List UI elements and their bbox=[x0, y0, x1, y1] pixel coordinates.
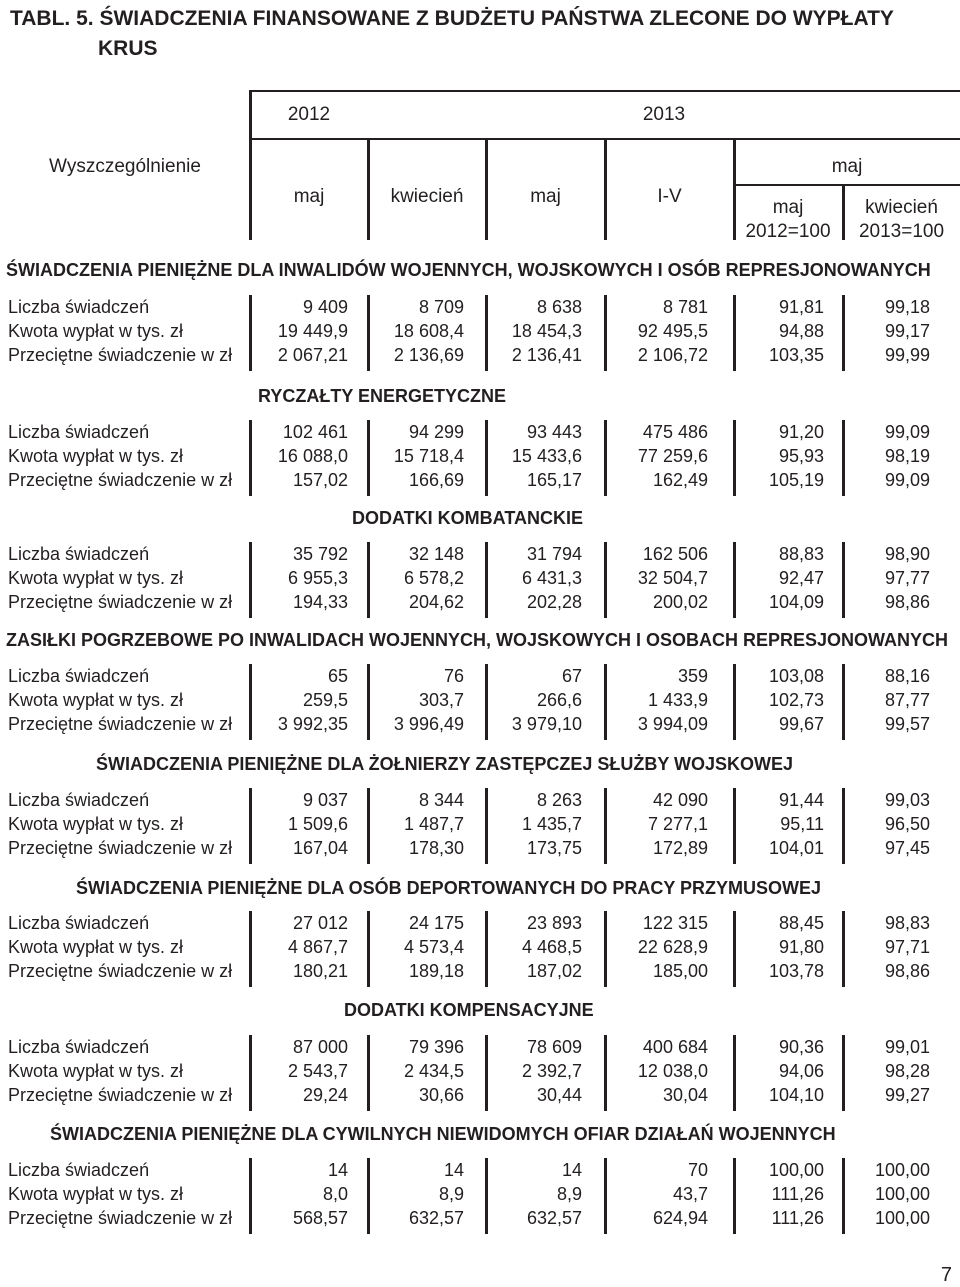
table-row bbox=[0, 788, 960, 812]
header-index-maj-line2: 2012=100 bbox=[745, 221, 831, 242]
table-row bbox=[0, 1158, 960, 1182]
cell-i-v-2013: 12 038,0 bbox=[637, 1061, 708, 1081]
cell-maj-2012: 8,0 bbox=[322, 1184, 348, 1204]
cell-index-kwiecien: 99,17 bbox=[884, 321, 930, 341]
cell-index-kwiecien: 97,45 bbox=[884, 838, 930, 858]
cell-maj-2012: 568,57 bbox=[292, 1208, 348, 1228]
cell-index-maj: 104,09 bbox=[768, 592, 824, 612]
cell-index-maj: 102,73 bbox=[768, 690, 824, 710]
cell-maj-2012: 1 509,6 bbox=[287, 814, 348, 834]
cell-index-kwiecien: 87,77 bbox=[884, 690, 930, 710]
cell-index-maj: 91,81 bbox=[778, 297, 824, 317]
header-index-kwiecien-line1: kwiecień bbox=[865, 197, 938, 218]
row-label: Liczba świadczeń bbox=[8, 544, 150, 564]
cell-i-v-2013: 200,02 bbox=[652, 592, 708, 612]
cell-index-kwiecien: 99,09 bbox=[884, 470, 930, 490]
section-title: ŚWIADCZENIA PIENIĘŻNE DLA ŻOŁNIERZY ZASTĘPCZEJ SŁUŻBY WOJSKOWEJ bbox=[96, 754, 794, 774]
cell-kwiecien-2013: 632,57 bbox=[408, 1208, 464, 1228]
cell-maj-2013: 165,17 bbox=[526, 470, 582, 490]
cell-index-maj: 104,01 bbox=[768, 838, 824, 858]
table-row bbox=[0, 935, 960, 959]
cell-kwiecien-2013: 204,62 bbox=[408, 592, 464, 612]
cell-maj-2012: 157,02 bbox=[292, 470, 348, 490]
header-row-label: Wyszczególnienie bbox=[49, 156, 201, 177]
header-year-2012: 2012 bbox=[287, 104, 331, 125]
cell-index-maj: 88,83 bbox=[778, 544, 824, 564]
cell-kwiecien-2013: 189,18 bbox=[408, 961, 464, 981]
cell-index-maj: 95,93 bbox=[778, 446, 824, 466]
cell-i-v-2013: 1 433,9 bbox=[647, 690, 708, 710]
cell-index-kwiecien: 100,00 bbox=[874, 1160, 930, 1180]
table-row bbox=[0, 1059, 960, 1083]
cell-index-maj: 94,06 bbox=[778, 1061, 824, 1081]
table-row bbox=[0, 1206, 960, 1230]
cell-index-maj: 105,19 bbox=[768, 470, 824, 490]
cell-index-kwiecien: 98,28 bbox=[884, 1061, 930, 1081]
cell-i-v-2013: 2 106,72 bbox=[637, 345, 708, 365]
cell-index-kwiecien: 98,19 bbox=[884, 446, 930, 466]
cell-maj-2013: 187,02 bbox=[526, 961, 582, 981]
cell-index-maj: 90,36 bbox=[778, 1037, 824, 1057]
cell-kwiecien-2013: 15 718,4 bbox=[393, 446, 464, 466]
cell-i-v-2013: 185,00 bbox=[652, 961, 708, 981]
cell-index-maj: 94,88 bbox=[778, 321, 824, 341]
table-row bbox=[0, 590, 960, 614]
cell-kwiecien-2013: 76 bbox=[443, 666, 464, 686]
cell-index-kwiecien: 99,09 bbox=[884, 422, 930, 442]
cell-maj-2012: 3 992,35 bbox=[277, 714, 348, 734]
cell-index-kwiecien: 100,00 bbox=[874, 1184, 930, 1204]
cell-maj-2013: 31 794 bbox=[526, 544, 582, 564]
header-col-maj-2012: maj bbox=[293, 186, 325, 207]
row-label: Przeciętne świadczenie w zł bbox=[8, 838, 233, 858]
cell-maj-2012: 9 037 bbox=[302, 790, 348, 810]
cell-index-kwiecien: 99,99 bbox=[884, 345, 930, 365]
table-row bbox=[0, 812, 960, 836]
cell-maj-2013: 173,75 bbox=[526, 838, 582, 858]
header-year-2013: 2013 bbox=[642, 104, 686, 125]
row-label: Kwota wypłat w tys. zł bbox=[8, 568, 184, 588]
cell-maj-2013: 14 bbox=[561, 1160, 582, 1180]
row-label: Liczba świadczeń bbox=[8, 913, 150, 933]
row-label: Przeciętne świadczenie w zł bbox=[8, 1085, 233, 1105]
cell-kwiecien-2013: 1 487,7 bbox=[403, 814, 464, 834]
cell-index-kwiecien: 97,77 bbox=[884, 568, 930, 588]
header-index-kwiecien-line2: 2013=100 bbox=[858, 221, 945, 242]
cell-maj-2012: 9 409 bbox=[302, 297, 348, 317]
cell-maj-2012: 87 000 bbox=[292, 1037, 348, 1057]
row-label: Liczba świadczeń bbox=[8, 790, 150, 810]
cell-maj-2012: 19 449,9 bbox=[277, 321, 348, 341]
row-label: Kwota wypłat w tys. zł bbox=[8, 937, 184, 957]
cell-i-v-2013: 22 628,9 bbox=[637, 937, 708, 957]
cell-i-v-2013: 3 994,09 bbox=[637, 714, 708, 734]
cell-i-v-2013: 359 bbox=[677, 666, 708, 686]
cell-index-maj: 111,26 bbox=[771, 1208, 824, 1228]
cell-kwiecien-2013: 30,66 bbox=[418, 1085, 464, 1105]
row-label: Przeciętne świadczenie w zł bbox=[8, 714, 233, 734]
table-row bbox=[0, 295, 960, 319]
cell-i-v-2013: 92 495,5 bbox=[637, 321, 708, 341]
cell-index-maj: 111,26 bbox=[771, 1184, 824, 1204]
cell-i-v-2013: 42 090 bbox=[652, 790, 708, 810]
cell-maj-2013: 78 609 bbox=[526, 1037, 582, 1057]
header-index-maj-line1: maj bbox=[772, 197, 804, 218]
cell-i-v-2013: 122 315 bbox=[642, 913, 708, 933]
cell-maj-2012: 35 792 bbox=[292, 544, 348, 564]
cell-i-v-2013: 624,94 bbox=[652, 1208, 708, 1228]
cell-index-maj: 103,35 bbox=[768, 345, 824, 365]
cell-maj-2013: 93 443 bbox=[526, 422, 582, 442]
cell-index-kwiecien: 100,00 bbox=[874, 1208, 930, 1228]
table-row bbox=[0, 959, 960, 983]
cell-kwiecien-2013: 14 bbox=[443, 1160, 464, 1180]
cell-maj-2013: 8,9 bbox=[556, 1184, 582, 1204]
cell-kwiecien-2013: 178,30 bbox=[408, 838, 464, 858]
cell-index-kwiecien: 98,90 bbox=[884, 544, 930, 564]
section-title: ŚWIADCZENIA PIENIĘŻNE DLA CYWILNYCH NIEWIDOMYCH OFIAR DZIAŁAŃ WOJENNYCH bbox=[50, 1124, 836, 1144]
cell-maj-2013: 2 136,41 bbox=[511, 345, 582, 365]
table-row bbox=[0, 664, 960, 688]
cell-index-kwiecien: 99,01 bbox=[884, 1037, 930, 1057]
cell-i-v-2013: 400 684 bbox=[642, 1037, 708, 1057]
cell-maj-2012: 65 bbox=[327, 666, 348, 686]
table-row bbox=[0, 1083, 960, 1107]
cell-index-kwiecien: 98,86 bbox=[884, 592, 930, 612]
cell-maj-2012: 194,33 bbox=[292, 592, 348, 612]
cell-index-kwiecien: 96,50 bbox=[884, 814, 930, 834]
cell-index-maj: 104,10 bbox=[768, 1085, 824, 1105]
table-row bbox=[0, 444, 960, 468]
section-title: RYCZAŁTY ENERGETYCZNE bbox=[258, 386, 507, 406]
cell-index-kwiecien: 99,27 bbox=[884, 1085, 930, 1105]
cell-i-v-2013: 8 781 bbox=[662, 297, 708, 317]
cell-kwiecien-2013: 303,7 bbox=[418, 690, 464, 710]
cell-kwiecien-2013: 8,9 bbox=[438, 1184, 464, 1204]
cell-maj-2013: 3 979,10 bbox=[511, 714, 582, 734]
cell-kwiecien-2013: 2 434,5 bbox=[403, 1061, 464, 1081]
cell-index-kwiecien: 99,03 bbox=[884, 790, 930, 810]
cell-kwiecien-2013: 166,69 bbox=[408, 470, 464, 490]
row-label: Kwota wypłat w tys. zł bbox=[8, 1061, 184, 1081]
table-row bbox=[0, 1182, 960, 1206]
header-top-rule bbox=[250, 90, 960, 92]
cell-kwiecien-2013: 6 578,2 bbox=[403, 568, 464, 588]
cell-maj-2012: 2 543,7 bbox=[287, 1061, 348, 1081]
cell-maj-2013: 2 392,7 bbox=[521, 1061, 582, 1081]
row-label: Przeciętne świadczenie w zł bbox=[8, 592, 233, 612]
header-maj-group: maj bbox=[831, 156, 863, 177]
cell-index-maj: 103,08 bbox=[768, 666, 824, 686]
cell-i-v-2013: 43,7 bbox=[672, 1184, 708, 1204]
row-label: Przeciętne świadczenie w zł bbox=[8, 470, 233, 490]
cell-maj-2013: 30,44 bbox=[536, 1085, 582, 1105]
cell-i-v-2013: 77 259,6 bbox=[637, 446, 708, 466]
page-title bbox=[10, 4, 950, 64]
section-title: DODATKI KOMPENSACYJNE bbox=[344, 1000, 594, 1020]
row-label: Liczba świadczeń bbox=[8, 666, 150, 686]
table-row bbox=[0, 542, 960, 566]
row-label: Kwota wypłat w tys. zł bbox=[8, 814, 184, 834]
cell-maj-2012: 16 088,0 bbox=[277, 446, 348, 466]
row-label: Przeciętne świadczenie w zł bbox=[8, 961, 233, 981]
cell-maj-2013: 1 435,7 bbox=[521, 814, 582, 834]
section-title: ZASIŁKI POGRZEBOWE PO INWALIDACH WOJENNYCH, WOJSKOWYCH I OSOBACH REPRESJONOWANYCH bbox=[6, 630, 949, 650]
cell-maj-2012: 6 955,3 bbox=[287, 568, 348, 588]
cell-index-maj: 103,78 bbox=[768, 961, 824, 981]
header-col-maj-2013: maj bbox=[530, 186, 561, 207]
cell-maj-2013: 15 433,6 bbox=[511, 446, 582, 466]
table-row bbox=[0, 688, 960, 712]
cell-index-kwiecien: 98,83 bbox=[884, 913, 930, 933]
row-label: Kwota wypłat w tys. zł bbox=[8, 690, 184, 710]
table-row bbox=[0, 836, 960, 860]
cell-maj-2013: 266,6 bbox=[536, 690, 582, 710]
cell-i-v-2013: 7 277,1 bbox=[647, 814, 708, 834]
header-maj-rule bbox=[734, 184, 960, 186]
cell-index-maj: 100,00 bbox=[768, 1160, 824, 1180]
cell-i-v-2013: 475 486 bbox=[642, 422, 708, 442]
table-row bbox=[0, 1035, 960, 1059]
section-title: ŚWIADCZENIA PIENIĘŻNE DLA OSÓB DEPORTOWANYCH DO PRACY PRZYMUSOWEJ bbox=[76, 878, 822, 898]
table-row bbox=[0, 319, 960, 343]
cell-maj-2013: 67 bbox=[561, 666, 582, 686]
section-title: ŚWIADCZENIA PIENIĘŻNE DLA INWALIDÓW WOJENNYCH, WOJSKOWYCH I OSÓB REPRESJONOWANYCH bbox=[6, 260, 931, 280]
cell-kwiecien-2013: 94 299 bbox=[408, 422, 464, 442]
table-row bbox=[0, 420, 960, 444]
header-index-kwiecien bbox=[843, 196, 960, 244]
cell-i-v-2013: 172,89 bbox=[652, 838, 708, 858]
header-index-maj bbox=[734, 196, 842, 244]
cell-index-maj: 91,44 bbox=[778, 790, 824, 810]
cell-i-v-2013: 162,49 bbox=[652, 470, 708, 490]
cell-maj-2013: 8 263 bbox=[536, 790, 582, 810]
cell-maj-2012: 180,21 bbox=[292, 961, 348, 981]
cell-kwiecien-2013: 24 175 bbox=[408, 913, 464, 933]
cell-index-kwiecien: 98,86 bbox=[884, 961, 930, 981]
cell-maj-2012: 102 461 bbox=[282, 422, 348, 442]
cell-kwiecien-2013: 79 396 bbox=[408, 1037, 464, 1057]
cell-maj-2013: 18 454,3 bbox=[511, 321, 582, 341]
row-label: Kwota wypłat w tys. zł bbox=[8, 446, 184, 466]
cell-maj-2013: 202,28 bbox=[526, 592, 582, 612]
cell-i-v-2013: 32 504,7 bbox=[637, 568, 708, 588]
row-label: Liczba świadczeń bbox=[8, 1160, 150, 1180]
cell-kwiecien-2013: 18 608,4 bbox=[393, 321, 464, 341]
cell-kwiecien-2013: 32 148 bbox=[408, 544, 464, 564]
cell-index-maj: 99,67 bbox=[778, 714, 824, 734]
cell-maj-2013: 8 638 bbox=[536, 297, 582, 317]
cell-index-maj: 95,11 bbox=[780, 814, 824, 834]
table-row bbox=[0, 712, 960, 736]
cell-index-kwiecien: 99,18 bbox=[884, 297, 930, 317]
cell-index-kwiecien: 88,16 bbox=[884, 666, 930, 686]
section-title: DODATKI KOMBATANCKIE bbox=[352, 508, 583, 528]
cell-index-kwiecien: 97,71 bbox=[884, 937, 930, 957]
cell-maj-2012: 14 bbox=[327, 1160, 348, 1180]
cell-kwiecien-2013: 8 344 bbox=[418, 790, 464, 810]
cell-maj-2012: 29,24 bbox=[302, 1085, 348, 1105]
page-number: 7 bbox=[940, 1264, 952, 1286]
row-label: Kwota wypłat w tys. zł bbox=[8, 1184, 184, 1204]
row-label: Liczba świadczeń bbox=[8, 1037, 150, 1057]
cell-index-maj: 92,47 bbox=[778, 568, 824, 588]
title-line-1: TABL. 5. ŚWIADCZENIA FINANSOWANE Z BUDŻETU PAŃSTWA ZLECONE DO WYPŁATY bbox=[10, 7, 894, 30]
cell-maj-2013: 4 468,5 bbox=[521, 937, 582, 957]
cell-maj-2012: 259,5 bbox=[302, 690, 348, 710]
table-row bbox=[0, 566, 960, 590]
cell-index-maj: 91,80 bbox=[778, 937, 824, 957]
header-col-i-v: I-V bbox=[657, 186, 682, 207]
cell-index-maj: 91,20 bbox=[778, 422, 824, 442]
cell-kwiecien-2013: 8 709 bbox=[418, 297, 464, 317]
cell-kwiecien-2013: 4 573,4 bbox=[403, 937, 464, 957]
cell-maj-2012: 167,04 bbox=[292, 838, 348, 858]
cell-i-v-2013: 30,04 bbox=[662, 1085, 708, 1105]
cell-index-maj: 88,45 bbox=[778, 913, 824, 933]
cell-maj-2013: 6 431,3 bbox=[521, 568, 582, 588]
cell-index-kwiecien: 99,57 bbox=[884, 714, 930, 734]
row-label: Przeciętne świadczenie w zł bbox=[8, 1208, 233, 1228]
cell-kwiecien-2013: 3 996,49 bbox=[393, 714, 464, 734]
row-label: Przeciętne świadczenie w zł bbox=[8, 345, 233, 365]
table-row bbox=[0, 468, 960, 492]
cell-maj-2012: 2 067,21 bbox=[277, 345, 348, 365]
header-col-kwiecien: kwiecień bbox=[390, 186, 464, 207]
title-line-2: KRUS bbox=[98, 37, 158, 60]
cell-maj-2013: 632,57 bbox=[526, 1208, 582, 1228]
cell-i-v-2013: 162 506 bbox=[642, 544, 708, 564]
cell-maj-2012: 27 012 bbox=[292, 913, 348, 933]
table-row bbox=[0, 343, 960, 367]
cell-maj-2012: 4 867,7 bbox=[287, 937, 348, 957]
cell-kwiecien-2013: 2 136,69 bbox=[393, 345, 464, 365]
table-row bbox=[0, 911, 960, 935]
row-label: Liczba świadczeń bbox=[8, 297, 150, 317]
row-label: Kwota wypłat w tys. zł bbox=[8, 321, 184, 341]
cell-maj-2013: 23 893 bbox=[526, 913, 582, 933]
row-label: Liczba świadczeń bbox=[8, 422, 150, 442]
cell-i-v-2013: 70 bbox=[687, 1160, 708, 1180]
